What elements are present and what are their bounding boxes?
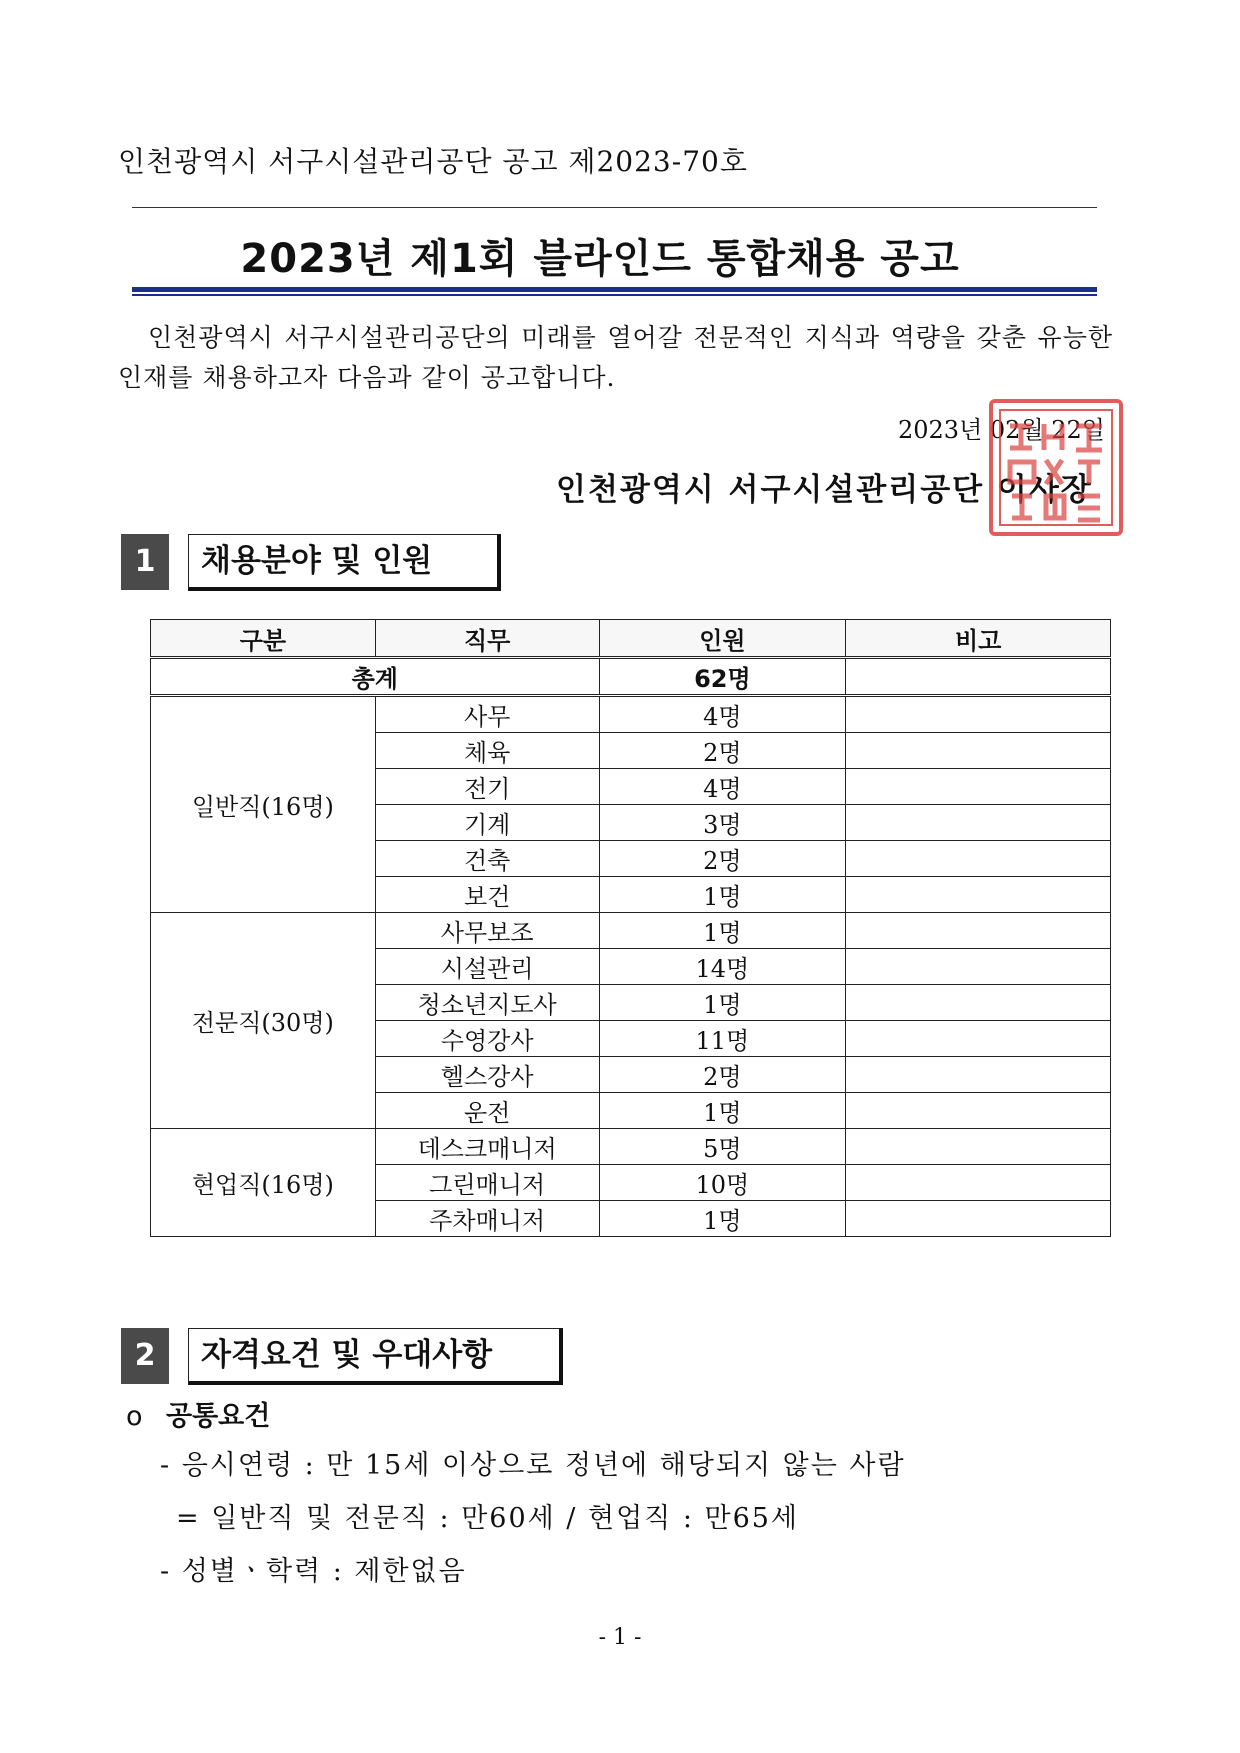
count-cell: 1명 xyxy=(599,877,846,913)
note-cell xyxy=(846,841,1111,877)
total-value: 62명 xyxy=(599,658,846,696)
count-cell: 1명 xyxy=(599,913,846,949)
count-cell: 11명 xyxy=(599,1021,846,1057)
header-category: 구분 xyxy=(151,620,376,658)
table-row xyxy=(151,696,1111,733)
header-count: 인원 xyxy=(599,620,846,658)
intro-text: 인천광역시 서구시설관리공단의 미래를 열어갈 전문적인 지식과 역량을 갖춘 유능한 인재를 채용하고자 다음과 같이 공고합니다. xyxy=(118,323,1113,392)
note-cell xyxy=(846,913,1111,949)
job-cell: 수영강사 xyxy=(375,1021,599,1057)
count-cell: 1명 xyxy=(599,1201,846,1237)
job-cell: 청소년지도사 xyxy=(375,985,599,1021)
count-cell: 5명 xyxy=(599,1129,846,1165)
job-cell: 건축 xyxy=(375,841,599,877)
issuer-name: 인천광역시 서구시설관리공단 이사장 xyxy=(556,472,1093,508)
note-cell xyxy=(846,696,1111,733)
note-cell xyxy=(846,1165,1111,1201)
category-cell: 전문직(30명) xyxy=(151,913,376,1129)
category-cell: 일반직(16명) xyxy=(151,696,376,913)
bullet-icon: o xyxy=(126,1401,143,1432)
note-cell xyxy=(846,1021,1111,1057)
job-cell: 주차매니저 xyxy=(375,1201,599,1237)
count-cell: 2명 xyxy=(599,733,846,769)
section-2-number: 2 xyxy=(121,1328,169,1384)
job-cell: 운전 xyxy=(375,1093,599,1129)
note-cell xyxy=(846,1129,1111,1165)
intro-paragraph xyxy=(118,318,1113,398)
count-cell: 3명 xyxy=(599,805,846,841)
section-1-title: 채용분야 및 인원 xyxy=(188,534,501,591)
note-cell xyxy=(846,949,1111,985)
title-rule-thick xyxy=(132,287,1097,292)
job-cell: 그린매니저 xyxy=(375,1165,599,1201)
note-cell xyxy=(846,769,1111,805)
job-cell: 헬스강사 xyxy=(375,1057,599,1093)
recruitment-table xyxy=(150,619,1111,1237)
table-row xyxy=(151,913,1111,949)
count-cell: 2명 xyxy=(599,841,846,877)
table-row xyxy=(151,1129,1111,1165)
title-rule-thin xyxy=(132,294,1097,296)
total-label: 총계 xyxy=(151,658,600,696)
total-note xyxy=(846,658,1111,696)
header-note: 비고 xyxy=(846,620,1111,658)
notice-number: 인천광역시 서구시설관리공단 공고 제2023-70호 xyxy=(118,145,748,178)
common-requirements-label: 공통요건 xyxy=(166,1401,271,1432)
note-cell xyxy=(846,1057,1111,1093)
job-cell: 보건 xyxy=(375,877,599,913)
count-cell: 2명 xyxy=(599,1057,846,1093)
count-cell: 14명 xyxy=(599,949,846,985)
job-cell: 전기 xyxy=(375,769,599,805)
count-cell: 4명 xyxy=(599,769,846,805)
job-cell: 사무 xyxy=(375,696,599,733)
count-cell: 1명 xyxy=(599,985,846,1021)
requirement-age: - 응시연령 : 만 15세 이상으로 정년에 해당되지 않는 사람 xyxy=(160,1450,906,1481)
job-cell: 시설관리 xyxy=(375,949,599,985)
job-cell: 데스크매니저 xyxy=(375,1129,599,1165)
requirement-age-detail: = 일반직 및 전문직 : 만60세 / 현업직 : 만65세 xyxy=(176,1503,800,1534)
section-1-number: 1 xyxy=(121,534,169,590)
page-title: 2023년 제1회 블라인드 통합채용 공고 xyxy=(240,236,960,282)
common-requirements-heading xyxy=(126,1394,270,1433)
count-cell: 4명 xyxy=(599,696,846,733)
note-cell xyxy=(846,1201,1111,1237)
note-cell xyxy=(846,733,1111,769)
count-cell: 1명 xyxy=(599,1093,846,1129)
header-job: 직무 xyxy=(375,620,599,658)
category-cell: 현업직(16명) xyxy=(151,1129,376,1237)
section-2-title: 자격요건 및 우대사항 xyxy=(188,1328,563,1385)
table-header-row xyxy=(151,620,1111,658)
note-cell xyxy=(846,877,1111,913)
note-cell xyxy=(846,1093,1111,1129)
job-cell: 체육 xyxy=(375,733,599,769)
note-cell xyxy=(846,805,1111,841)
top-divider xyxy=(132,207,1097,208)
notice-date: 2023년 02월 22일 xyxy=(898,416,1105,444)
note-cell xyxy=(846,985,1111,1021)
job-cell: 기계 xyxy=(375,805,599,841)
count-cell: 10명 xyxy=(599,1165,846,1201)
table-total-row xyxy=(151,658,1111,696)
requirement-gender-education: - 성별ㆍ학력 : 제한없음 xyxy=(160,1556,467,1587)
page-number: - 1 - xyxy=(598,1625,642,1650)
official-seal-stamp xyxy=(986,396,1126,539)
job-cell: 사무보조 xyxy=(375,913,599,949)
